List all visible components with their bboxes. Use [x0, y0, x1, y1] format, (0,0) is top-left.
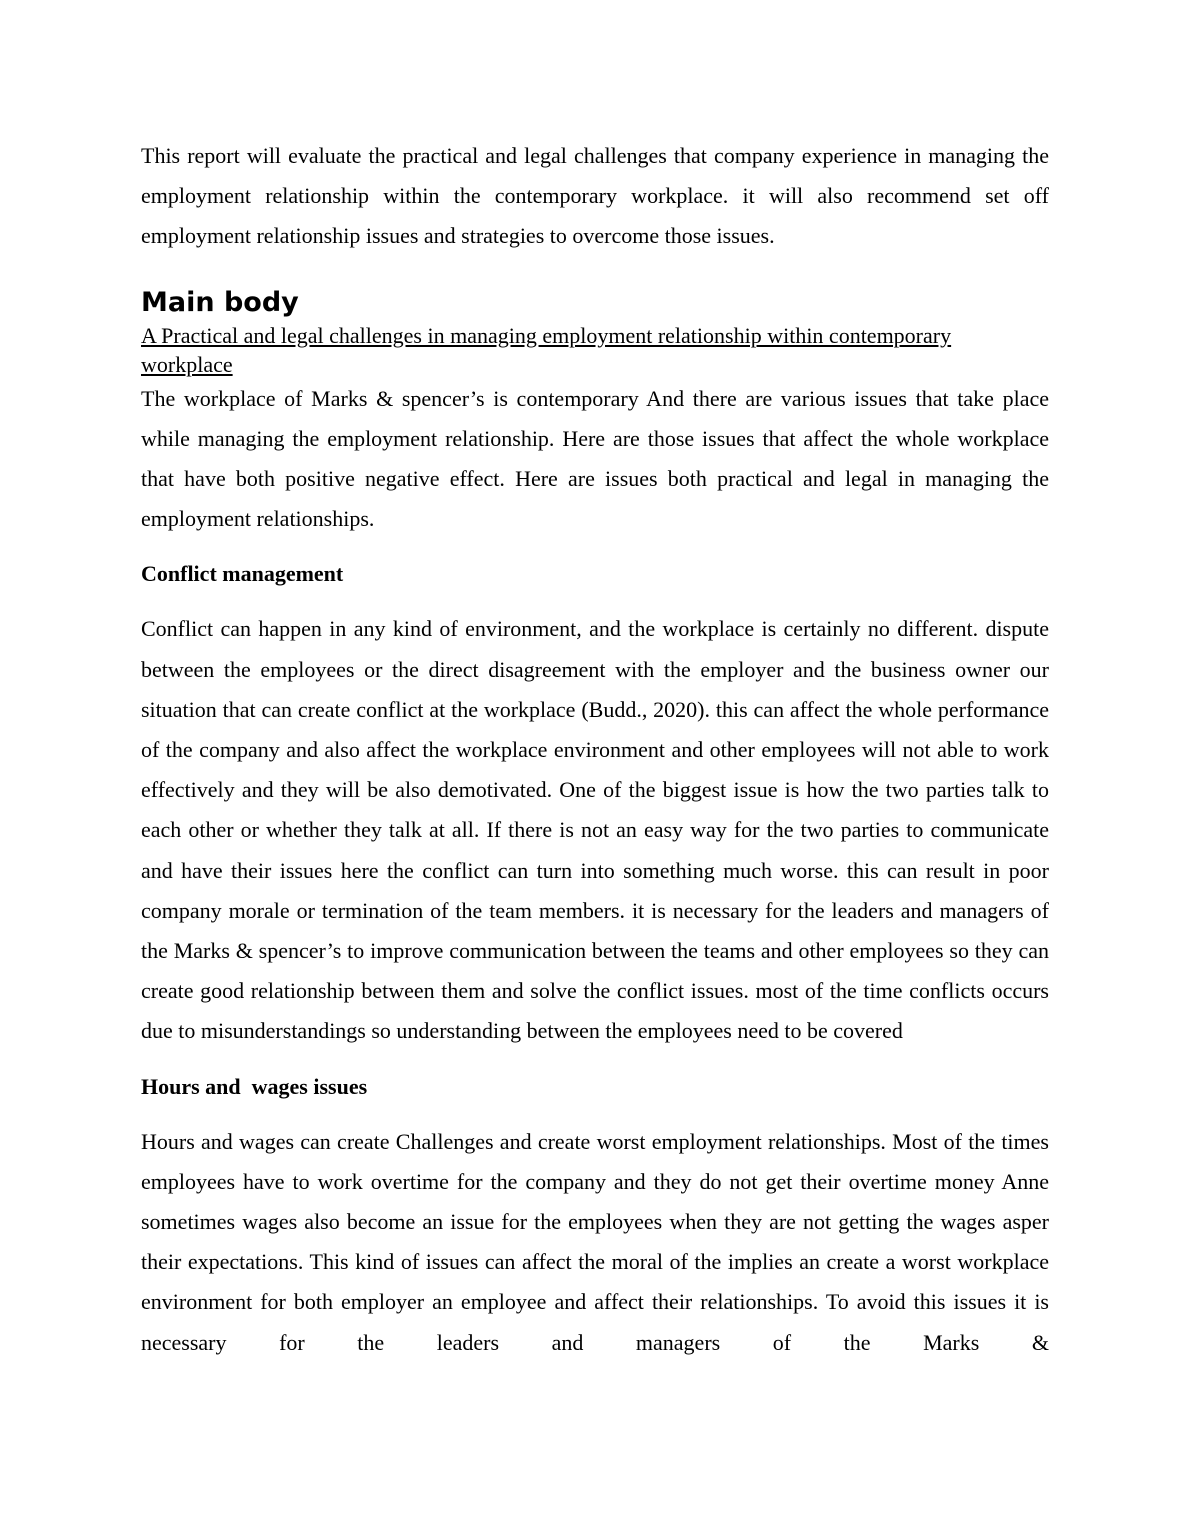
intro-paragraph: This report will evaluate the practical and legal challenges that company experience in managing the employment relationship within the contemporary workplace. it will also recommend set off employment relationship issues and strategies to overcome those issues. — [141, 143, 1049, 249]
main-body-heading: Main body — [141, 286, 299, 318]
conflict-management-heading: Conflict management — [141, 561, 344, 587]
section-a-subheading: A Practical and legal challenges in managing employment relationship within contemporary workplace — [141, 322, 952, 377]
document-page — [141, 136, 1049, 1363]
hours-wages-heading: Hours and wages issues — [141, 1073, 368, 1099]
hours-wages-paragraph: Hours and wages can create Challenges and create worst employment relationships. Most of the times employees have to work overtime for the company and they do not get their overtime money Anne sometimes wages also become an issue for the employees when they are not getting the wages asper their expectations. This kind of issues can affect the moral of the implies an create a worst workplace environment for both employer an employee and affect their relationships. To avoid this issues it is necessary for the leaders and managers of the Marks & — [141, 1128, 1049, 1355]
section-a-paragraph: The workplace of Marks & spencer’s is contemporary And there are various issues that take place while managing the employment relationship. Here are those issues that affect the whole workplace that have both positive negative effect. Here are issues both practical and legal in managing the employment relationships. — [141, 385, 1049, 532]
conflict-management-paragraph: Conflict can happen in any kind of environment, and the workplace is certainly no different. dispute between the employees or the direct disagreement with the employer and the business owner our situation that can create conflict at the workplace (Budd., 2020). this can affect the whole performance of the company and also affect the workplace environment and other employees will not able to work effectively and they will be also demotivated. One of the biggest issue is how the two parties talk to each other or whether they talk at all. If there is not an easy way for the two parties to communicate and have their issues here the conflict can turn into something much worse. this can result in poor company morale or termination of the team members. it is necessary for the leaders and managers of the Marks & spencer’s to improve communication between the teams and other employees so they can create good relationship between them and solve the conflict issues. most of the time conflicts occurs due to misunderstandings so understanding between the employees need to be covered — [141, 616, 1049, 1044]
